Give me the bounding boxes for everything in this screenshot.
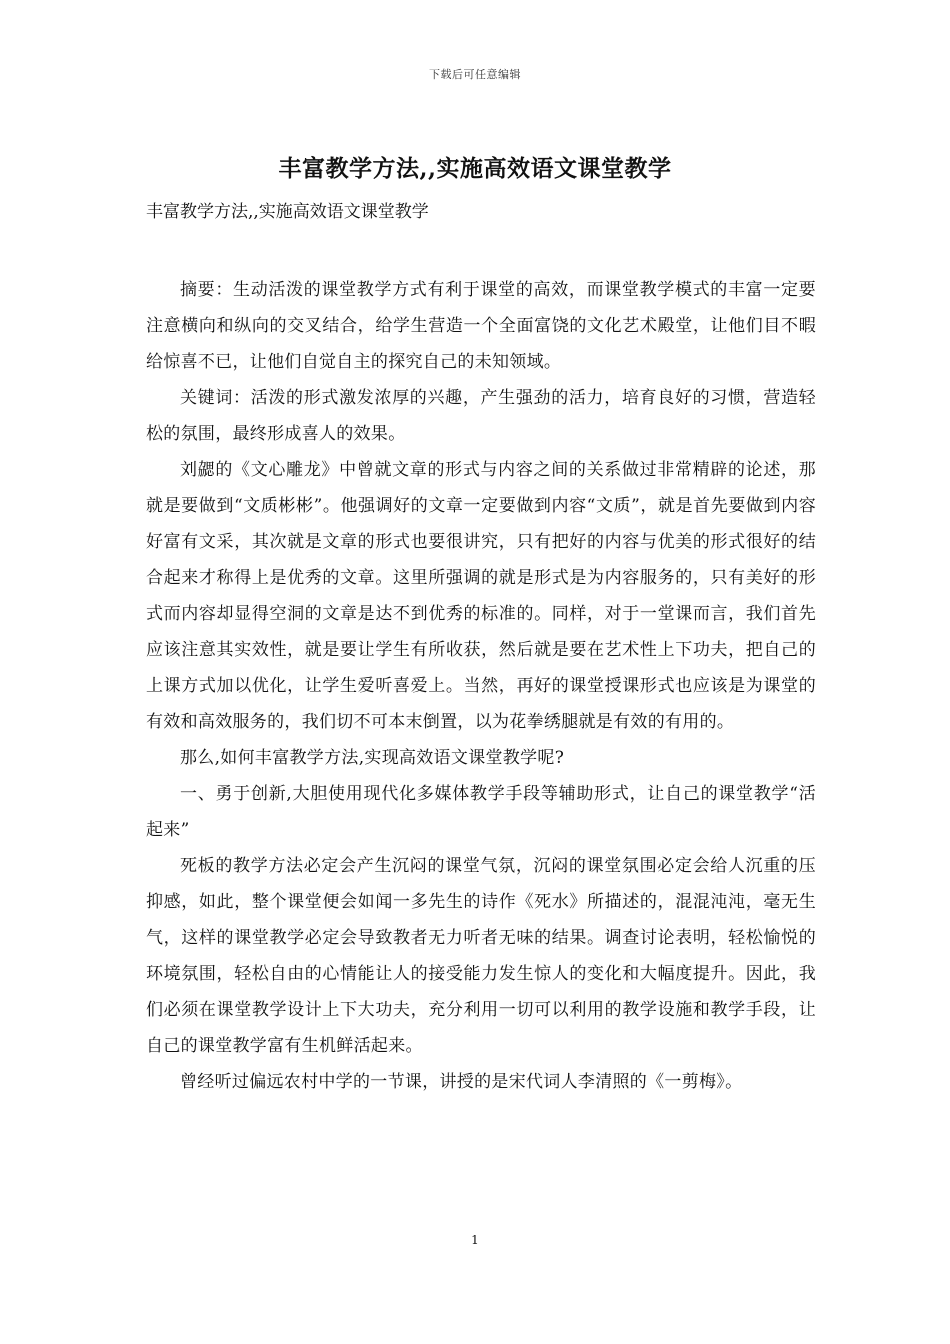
- body-paragraph: 死板的教学方法必定会产生沉闷的课堂气氛，沉闷的课堂氛围必定会给人沉重的压抑感，如此，整个课堂便会如闻一多先生的诗作《死水》所描述的，混混沌沌，毫无生气，这样的课堂教学必定会导致教者无力听者无味的结果。调查讨论表明，轻松愉悦的环境氛围，轻松自由的心情能让人的接受能力发生惊人的变化和大幅度提升。因此，我们必须在课堂教学设计上下大功夫，充分利用一切可以利用的教学设施和教学手段，让自己的课堂教学富有生机鲜活起来。: [146, 856, 816, 1056]
- section-heading-1: 一、勇于创新,大胆使用现代化多媒体教学手段等辅助形式，让自己的课堂教学“活起来”: [146, 784, 816, 840]
- document-title: 丰富教学方法,,实施高效语文课堂教学: [278, 155, 672, 182]
- document-subtitle: 丰富教学方法,,实施高效语文课堂教学: [146, 202, 429, 222]
- page-number: 1: [471, 1233, 479, 1247]
- keywords-paragraph: 关键词：活泼的形式激发浓厚的兴趣，产生强劲的活力，培育良好的习惯，营造轻松的氛围，最终形成喜人的效果。: [146, 388, 816, 444]
- body-paragraph: 刘勰的《文心雕龙》中曾就文章的形式与内容之间的关系做过非常精辟的论述，那就是要做到“文质彬彬”。他强调好的文章一定要做到内容“文质”，就是首先要做到内容好富有文采，其次就是文章的形式也要很讲究，只有把好的内容与优美的形式很好的结合起来才称得上是优秀的文章。这里所强调的就是形式是为内容服务的，只有美好的形式而内容却显得空洞的文章是达不到优秀的标准的。同样，对于一堂课而言，我们首先应该注意其实效性，就是要让学生有所收获，然后就是要在艺术性上下功夫，把自己的上课方式加以优化，让学生爱听喜爱上。当然，再好的课堂授课形式也应该是为课堂的有效和高效服务的，我们切不可本末倒置，以为花拳绣腿就是有效的有用的。: [146, 460, 816, 732]
- page-header: 下载后可任意编辑: [429, 68, 521, 81]
- body-paragraph: 曾经听过偏远农村中学的一节课，讲授的是宋代词人李清照的《一剪梅》。: [180, 1072, 743, 1092]
- abstract-paragraph: 摘要：生动活泼的课堂教学方式有利于课堂的高效，而课堂教学模式的丰富一定要注意横向和纵向的交叉结合，给学生营造一个全面富饶的文化艺术殿堂，让他们目不暇给惊喜不已，让他们自觉自主的探究自己的未知领域。: [146, 280, 816, 372]
- document-body: [146, 272, 816, 1100]
- question-paragraph: 那么,如何丰富教学方法,实现高效语文课堂教学呢?: [180, 748, 565, 768]
